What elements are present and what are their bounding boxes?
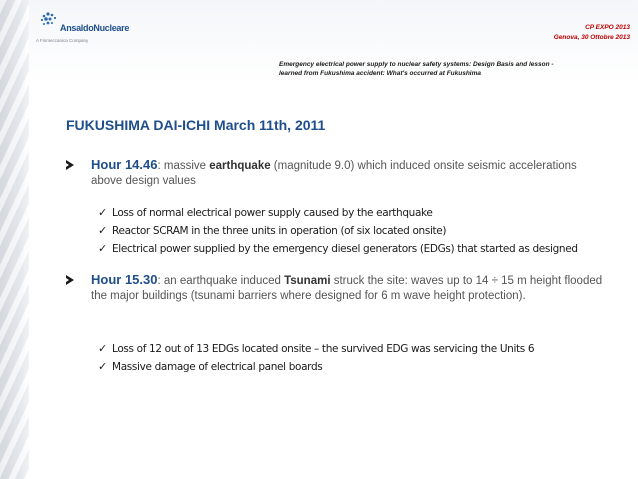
paper-title <box>279 60 609 78</box>
sub-item <box>98 224 618 242</box>
page-title: FUKUSHIMA DAI-ICHI March 11th, 2011 <box>66 117 326 133</box>
bullet-item <box>66 272 606 304</box>
sub-item-label: Reactor SCRAM in the three units in operation (of six located onsite) <box>112 225 447 237</box>
sub-list <box>98 342 618 378</box>
checkmark-icon: ✓ <box>98 224 107 237</box>
checkmark-icon: ✓ <box>98 206 107 219</box>
bullet-separator: : massive <box>157 160 210 172</box>
sub-item-label: Loss of normal electrical power supply caused by the earthquake <box>112 207 433 219</box>
bullet-keyword: Tsunami <box>284 275 331 287</box>
sub-item <box>98 360 618 378</box>
sub-item <box>98 242 618 260</box>
event-name: CP EXPO 2013 <box>585 24 630 31</box>
left-decorative-band <box>0 0 29 479</box>
checkmark-icon: ✓ <box>98 360 107 373</box>
sub-list <box>98 206 618 260</box>
sub-item-label: Loss of 12 out of 13 EDGs located onsite – the survived EDG was servicing the Units 6 <box>112 343 535 355</box>
sub-item-label: Electrical power supplied by the emergency diesel generators (EDGs) that started as designed <box>112 243 578 255</box>
bullet-text <box>91 272 606 304</box>
checkmark-icon: ✓ <box>98 242 107 255</box>
sub-item <box>98 342 618 360</box>
paper-title-line-2: learned from Fukushima accident: What's occurred at Fukushima <box>279 70 482 77</box>
company-logo <box>36 10 156 50</box>
paper-title-line-1: Emergency electrical power supply to nuclear safety systems: Design Basis and lesson - <box>279 61 554 68</box>
event-info <box>554 23 630 43</box>
bullet-rest: struck the site: waves up to 14 ÷ 15 m height flooded the major buildings (tsunami barriers where designed for 6 m wave height protection). <box>91 275 603 302</box>
bullet-text <box>91 157 606 189</box>
bullet-separator: : an earthquake induced <box>157 275 285 287</box>
bullet-rest: (magnitude 9.0) which induced onsite seismic accelerations above design values <box>91 160 577 187</box>
bullet-hour: Hour 14.46 <box>91 157 158 172</box>
bullet-keyword: earthquake <box>209 160 271 172</box>
checkmark-icon: ✓ <box>98 342 107 355</box>
logo-name: AnsaldoNucleare <box>60 23 130 33</box>
sub-item <box>98 206 618 224</box>
event-date: Genova, 30 Ottobre 2013 <box>553 34 630 41</box>
logo-tagline: A Finmeccanica Company <box>36 38 89 43</box>
bullet-item <box>66 157 606 189</box>
arrow-bullet-icon <box>66 275 74 285</box>
sub-item-label: Massive damage of electrical panel boards <box>112 361 323 373</box>
arrow-bullet-icon <box>66 160 74 170</box>
bullet-hour: Hour 15.30 <box>91 272 158 287</box>
